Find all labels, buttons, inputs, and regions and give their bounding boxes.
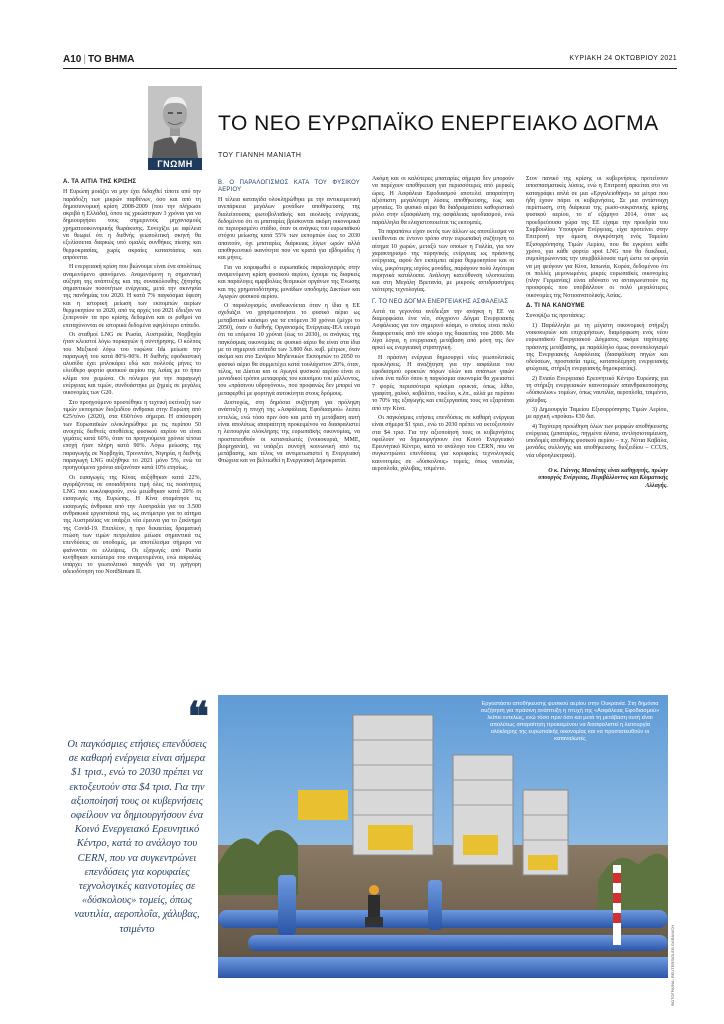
paragraph: Στον πανικό της κρίσης οι κυβερνήσεις προτείνουν αποσπασματικές λύσεις, ενώ η Επιτροπή αρκείται στο να καταγράφει απλά σε μια «Εργαλειοθήκη» τα μέτρα που ήδη έχουν πάρει οι κυβερνήσεις. Σε μια αντίστοιχη περίπτωση, στη διάρκεια της ρωσο-ουκρανικής κρίσης φυσικού αερίου, το α' εξάμηνο 2014, όταν ως προεδρεύουσα χώρα της ΕΕ είχαμε την προεδρία του Συμβουλίου Υπουργών Ενέργειας, είχα προτείνει στην Επιτροπή την άμεση συγκρότηση ενός Ταμείου Εξισορρόπησης Τιμών Αερίου, που θα εγκρίνει κάθε χρόνο, για κάθε φορτίο spot LNG που θα διεκδικεί, συμπληρώνοντας την υπερβάλλουσα τιμή ώστε τα φορτία να μη φεύγουν για Κίνα, Ιαπωνία, Κορέα, δεδομένου ότι οι πολλές μεμονωμένες μικρές ευρωπαϊκές οικονομίες (πλην Γερμανίας) είναι αδύνατο να ανταγωνιστούν τις προσφορές που υποβάλλουν οι πολύ μεγαλύτερες οικονομίες της Νοτιοανατολικής Ασίας. (526, 176, 668, 299)
pull-quote-text: Οι παγκόσμιες ετήσιες επενδύσεις σε καθαρή ενέργεια είναι σήμερα $1 τρισ., ενώ το 2030 πρέπει να εκτοξευτούν στα $4 τρισ. Για την αξιοποίησή τους οι κυβερνήσεις οφείλουν να δημιουργήσουν ένα Κοινό Ενεργειακό Ερευνητικό Κέντρο, κατά το ανάλογο του CERN, που να συγκεντρώνει επενδύσεις για κορυφαίες τεχνολογικές καινοτομίες σε «δύσκολους» τομείς, όπως ναυτιλία, αεροπλοΐα, χάλυβας, τσιμέντο (67, 739, 207, 935)
article-title: ΤΟ ΝΕΟ ΕΥΡΩΠΑΪΚΟ ΕΝΕΡΓΕΙΑΚΟ ΔΟΓΜΑ (218, 112, 659, 135)
author-bio: Ο κ. Γιάννης Μανιάτης είναι καθηγητής, πρώην υπουργός Ενέργειας, Περιβάλλοντος και Κλιματικής Αλλαγής. (538, 467, 668, 489)
article-byline: ΤΟΥ ΓΙΑΝΝΗ ΜΑΝΙΑΤΗ (218, 152, 302, 159)
paragraph: Δυστυχώς, στη δημόσια συζήτηση για πρόληψη ανάπτυξη η πτυχή της «Ασφάλειας Εφοδιασμού» λείπει εντελώς, ενώ τόσο πριν όσο και μετά τη μετάβαση αυτή είναι απολύτως απαραίτητη προκειμένου να διασφαλιστεί η λειτουργία ολόκληρης της ευρωπαϊκής οικονομίας, να προστατευθούν οι καταναλωτές (νοικοκυριά, ΜΜΕ, βιομηχανία), να υπάρξει συνοχή κοινωνική από τις μετάβασης, και τέλος να αντιμετωπιστεί η Ενεργειακή Φτώχεια και να βελτιωθεί η Ενεργειακή Δημοκρατία. (218, 400, 360, 465)
paragraph: Η τέλεια καταιγίδα ολοκληρώθηκε με την αντικειμενική ανεπάρκεια μεγάλων μονάδων αποθήκευσης της διαλείπουσας φωτοβολταϊκής και αιολικής ενέργειας, δεδομένου ότι οι μπαταρίες βρίσκονται ακόμη οικονομικά σε περιορισμένο στάδιο, όταν οι ανάγκες του ευρωπαϊκού στόχου μείωσης κατά 55% των εκπομπών έως το 2030 απαιτούν, όχι μπαταρίες διάρκειας λίγων ωρών αλλά αποθηκευτικό ικανότητα που να κρατά για εβδομάδες ή και μήνες. (218, 197, 360, 262)
section-a-heading: A. ΤΑ ΑΙΤΙΑ ΤΗΣ ΚΡΙΣΗΣ (63, 179, 137, 185)
paragraph: Οι σταθμοί LNG σε Ρωσία, Αυστραλία, Νορβηγία ήταν κλειστοί λόγω πυρκαγιών ή συντήρησης. Ο κόλπος του Μεξικού λόγω του τυφώνα Ida μείωσε την παραγωγή του κατά 80%-90%. Η διεθνής εφοδιαστική αλυσίδα έχει μπλοκάρει εδώ και πολλούς μήνες το ελεύθερο φορτίο φυσικού αερίου της Ασίας με το ήπιο κλίμα του χειμώνα. Οι πόλεμοι για την παραγωγή ενέργειας και τιμών, συνδυάστηκε με ζημιές σε μεγάλες οικονομίες των G20. (63, 331, 201, 397)
photo-credit: ΦΩΤΟΓΡΑΦΙΑ: REUTERS/GLEB GARANICH (670, 925, 675, 1007)
paragraph: Οι εισαγωγές της Κίνας αυξήθηκαν κατά 22%, αγοράζοντας σε οποιαδήποτε τιμή όλες τις ποσότητες LNG που κυκλοφορούν, ενώ μειώθηκαν κατά 20% οι εισαγωγές της Ευρώπης. Η Κίνα σταμάτησε τις εισαγωγές άνθρακα από την Αυστραλία για τα 3.500 ανθρακικά εργοστάσιά της, ως αντίμετρο για το αίτημα της Αυστραλίας να υπάρξει νέα έρευνα για το ξεκίνημα της Covid-19. Επιπλέον, η προ δεκαετίας δραματική πτώση των τιμών πετρελαίου μείωσε σημαντικά τις επενδύσεις σε υποδομές, με αποτέλεσμα σήμερα να φαίνονται οι ελλείψεις. Οι εξαγωγές από Ρωσία κινήθηκαν κατώτερα του αναμενομένου, ενώ ασφαλώς υπάρχει το γεωπολιτικό παιχνίδι για τη γρήγορη αδειοδότηση του NordStream II. (63, 474, 201, 576)
paragraph: Συνοψίζω τις προτάσεις: (526, 313, 586, 320)
paragraph: Ο παραλογισμός αναδεικνύεται όταν η ίδια η ΕΕ σχεδιάζει να χρησιμοποιήσει το φυσικό αέριο ως μεταβατικό καύσιμο για τα επόμενα 30 χρόνια (μέχρι το 2050), όταν ο διεθνής Οργανισμός Ενέργειας-ΙΕΑ εκτιμά ότι τα επόμενα 10 χρόνια (έως το 2030), οι ανάγκες της παγκόσμιας οικονομίας σε φυσικό αέριο θα είναι στα ίδια με τα σημερινά επίπεδα των 3.800 δισ. κυβ. μέτρων, όταν ακόμα και στο Σενάριο Μηδενικών Εκπομπών το 2050 το φυσικό αέριο θα συμμετέχει κατά τουλάχιστον 20%, όταν, τέλος, τα Δίκτυα και οι Αγωγοί φυσικού αερίου είναι οι μοναδικοί τρόποι μεταφοράς του καυσίμου του μέλλοντος, του «πράσινου υδρογόνου», που προφανώς δεν μπορεί να μεταφερθεί με φορτηγά αυτοκίνητα στους δρόμους. (218, 303, 360, 397)
page-number: A10 | ΤΟ ΒΗΜΑ (63, 54, 135, 65)
column-2 (218, 176, 360, 686)
list-item: 4) Ταχύτερη προώθηση όλων των μορφών αποθήκευσης ενέργειας (μπαταρίες, πηγμένα άλατα, αντλησιοταμίευση, υποδομές αποθήκης φυσικού αερίου – π.χ. Νότια Καβάλα, μονάδες συλλογής και αποθήκευσης διοξειδίου – CCUS, νέα υδροηλεκτρικά). (526, 423, 668, 459)
section-c-heading: Γ. ΤΟ ΝΕΟ ΔΟΓΜΑ ΕΝΕΡΓΕΙΑΚΗΣ ΑΣΦΑΛΕΙΑΣ (372, 298, 509, 305)
paragraph: Η Ευρώπη μοιάζει να μην έχει διδαχθεί τίποτε από την παράδοξη των μικρών παρθένων, όσο και από τη δημοσιονομική κρίση 2008-2009 (που την πλήρωσε ακριβά η Ελλάδα), όπου τις χρεώστηκαν 3 χρόνια για να δημιουργήσει τους σημερινούς μηχανισμούς χρηματοοικονομικής θωράκισης. Συνεχίζει με αφέλεια να θεωρεί ότι η διεθνής γεωπολιτική σκηνή θα εξελίσσεται διαρκώς υπό ομαλές συνθήκες πίεσης και θερμοκρασίας, χωρίς ακραίες καταστάσεις και απρόοπτα. (63, 189, 201, 261)
paragraph: Τα παραπάνω είχαν εκτός των άλλων ως αποτέλεσμα να εκτίθενται σε έντονο τρόπο στην ευρωπαϊκή συζήτηση το αίτημα 10 χωρών, μεταξύ των οποίων η Γαλλία, για τον χαρακτηρισμό της πυρηνικής ενέργειας ως πράσινης ενέργειας, αφού δεν εκπέμπει αέρια θερμοκηπίου και οι νέες, μικρότερης ισχύος μονάδες, παράγουν πολύ λιγότερα πυρηνικά κατάλοιπα. Ανάλογη κατεύθυνση υλοποιείται και στη Μεγάλη Βρετανία, με μικρούς αντιδραστήρες νεότερης τεχνολογίας. (372, 229, 514, 294)
issue-date: ΚΥΡΙΑΚΗ 24 ΟΚΤΩΒΡΙΟΥ 2021 (569, 55, 677, 62)
page-header (63, 54, 677, 69)
pull-quote (63, 693, 211, 978)
paragraph: Για να κορυφωθεί ο ευρωπαϊκός παραλογισμός στην αναμενόμενη κρίση φυσικού αερίου, έχουμε τις διαρκείς και παράλογες αμφιβολίες θεσμικών οργάνων της Ένωσης και της χρηματοδότησης μονάδων υποδομής Δικτύων και Αγωγών φυσικού αερίου. (218, 264, 360, 300)
column-3 (372, 176, 514, 686)
section-b-heading: B. Ο ΠΑΡΑΛΟΓΙΣΜΟΣ ΚΑΤΑ ΤΟΥ ΦΥΣΙΚΟΥ ΑΕΡΙΟΥ (218, 180, 360, 193)
author-photo (148, 86, 202, 158)
section-d-heading: Δ. ΤΙ ΝΑ ΚΑΝΟΥΜΕ (526, 303, 585, 310)
opinion-label: ΓΝΩΜΗ (148, 158, 202, 170)
paragraph: Ακόμη και οι καλύτερες μπαταρίες σήμερα δεν μπορούν να παρέχουν αποθήκευση για περισσότερες από μερικές ώρες. Η Ασφάλεια Εφοδιασμού αποτελεί απαραίτητη αξιόπιστη μεγαλύτερη λύσεις αποθήκευσης, έως και μηνιαίες. Το φυσικό αέριο θα διαδραματίσει καθοριστικό ρόλο στην εξασφάλιση της ασφάλειας εφοδιασμού, ενώ παράλληλα θα ελαχιστοποιείται τις εκπομπές. (372, 176, 514, 226)
list-item: 2) Ενιαίο Ενεργειακό Ερευνητικό Κέντρο Ευρώπης για τη στήριξη ενεργειακών καινοτομιών απανθρακοποίησης «δύσκολων» τομέων, όπως ναυτιλία, αεροπλοΐα, τσιμέντο, χάλυβας. (526, 375, 668, 404)
paragraph: Η πράσινη ενέργεια δημιουργεί νέες γεωπολιτικές προκλήσεις. Η αναζήτηση για την ασφάλεια του εφοδιασμού ορυκτών πόρων υλών και σπάνιων γαιών είναι ένα πεδίο όπου η παγκόσμια οικονομία θα χρειαστεί 7 φορές περισσότερα κρίσιμα ορυκτά, όπως λίθιο, γραφίτη, χαλκό, κοβάλτιο, νικέλιο, κ.λπ., αλλά με περίπου το 70% της εξαγωγής και επεξεργασίας τους να εξαρτάται από την Κίνα. (372, 354, 514, 412)
column-4 (526, 176, 668, 686)
paragraph: Αυτά τα γεγονότα ανέδειξαν την ανάγκη η ΕΕ να διαμορφώσει ένα νέο, σύγχρονο Δόγμα Ενεργειακής Ασφάλειας για τον σημερινό κόσμο, ο οποίος είναι πολύ διαφορετικός από τον κόσμο της δεκαετίας του 2000. Με λίγα λόγια, η ενεργειακή μετάβαση από μόνη της δεν αρκεί ως ενεργειακή στρατηγική. (372, 308, 514, 352)
gas-storage-photo (218, 695, 675, 1007)
list-item: 1) Παράλληλα με τη μέγιστη οικονομική στήριξη νοικοκυριών και επιχειρήσεων, διαμόρφωση ενός νέου ευρωπαϊκού Ενεργειακού Δόγματος ακόμα ταχύτερης πράσινης μετάβασης, με παράλληλο όμως συνυπολογισμό της Ενεργειακής Ασφάλειας (διασφάλιση πηγών και οδεύσεων, προστασία τιμές, καταπολέμηση ενεργειακής φτώχειας, στήριξη ενεργειακής δημοκρατίας). (526, 322, 668, 373)
list-item: 3) Δημιουργία Ταμείου Εξισορρόπησης Τιμών Αερίου, με αρχική «προίκα» €30 δισ. (526, 406, 668, 421)
newspaper-name: ΤΟ ΒΗΜΑ (87, 54, 135, 65)
paragraph: Η ενεργειακή κρίση που βιώνουμε είναι ένα απολύτως αναμενόμενο φαινόμενο. Αναμενόμενη η σημαντική αύξηση της ανάπτυξης και της συνακόλουθης ζήτησης σημαντικών ποσοτήτων ενέργειας, μετά την ακινησία της πανδημίας του 2020. Η κατά 7% παγκόσμια ύφεση και η ιστορική μείωση των εκπομπών αερίων θερμοκηπίου το 2020, από τις αρχές του 2021 έδειξαν να ξεπερνούν τα προ κρίσης δεδομένα και οι ρυθμοί να επιταχύνονται σε ιστορικά δεδομένα υψηλότερο επίπεδο. (63, 264, 201, 329)
column-1 (63, 176, 201, 696)
paragraph: Οι παγκόσμιες ετήσιες επενδύσεις σε καθαρή ενέργεια είναι σήμερα $1 τρισ., ενώ το 2030 πρέπει να εκτοξευτούν στα $4 τρισ. Για την αξιοποίησή τους οι κυβερνήσεις οφείλουν να δημιουργήσουν ένα Κοινό Ενεργειακό Ερευνητικό Κέντρο, κατά το ανάλογο του CERN, που να συγκεντρώνει επενδύσεις για κορυφαίες τεχνολογικές καινοτομίες σε «δύσκολους» τομείς, όπως ναυτιλία, αεροπλοΐα, χάλυβας, τσιμέντο. (372, 414, 514, 472)
photo-caption: Εργοστάσιο αποθήκευσης φυσικού αερίου στην Ουκρανία. Στη δημόσια συζήτηση για πράσινη ανάπτυξη η πτυχή της «Ασφάλειας Εφοδιασμού» λείπει εντελώς, ενώ τόσο πριν όσο και μετά τη μετάβαση αυτή είναι απολύτως απαραίτητη προκειμένου να διασφαλιστεί η λειτουργία ολόκληρης της ευρωπαϊκής οικονομίας και να προστατευθούν οι καταναλωτές (480, 701, 660, 742)
quote-marks-icon: ❝ (187, 693, 209, 740)
paragraph: Στο προηγούμενο προστέθηκε η τεχνική εκτίναξη των τιμών εκπομπών διοξειδίου άνθρακα στην Ευρώπη από €25/τόνο (2020), στα €60/τόνο σήμερα. Η απόσυρση των Ευρωπαϊκών ολοκληρώθηκε με τις περίπου 50 ανοιχτές διεθνείς αποθέσεις φυσικού αερίου να είναι γεμάτες κατά 60%, όταν τα προηγούμενα χρόνια τέτοια εποχή ήταν πλήρη κατά 90%. Λόγω μείωσης της παραγωγής σε Νορβηγία, Τρινιντάντ, Νιγηρία, η διεθνής παραγωγή LNG αυξήθηκε το 2021 μόνο 5%, ενώ τα προηγούμενα χρόνια αυξανόταν κατά 10% ετησίως. (63, 399, 201, 472)
